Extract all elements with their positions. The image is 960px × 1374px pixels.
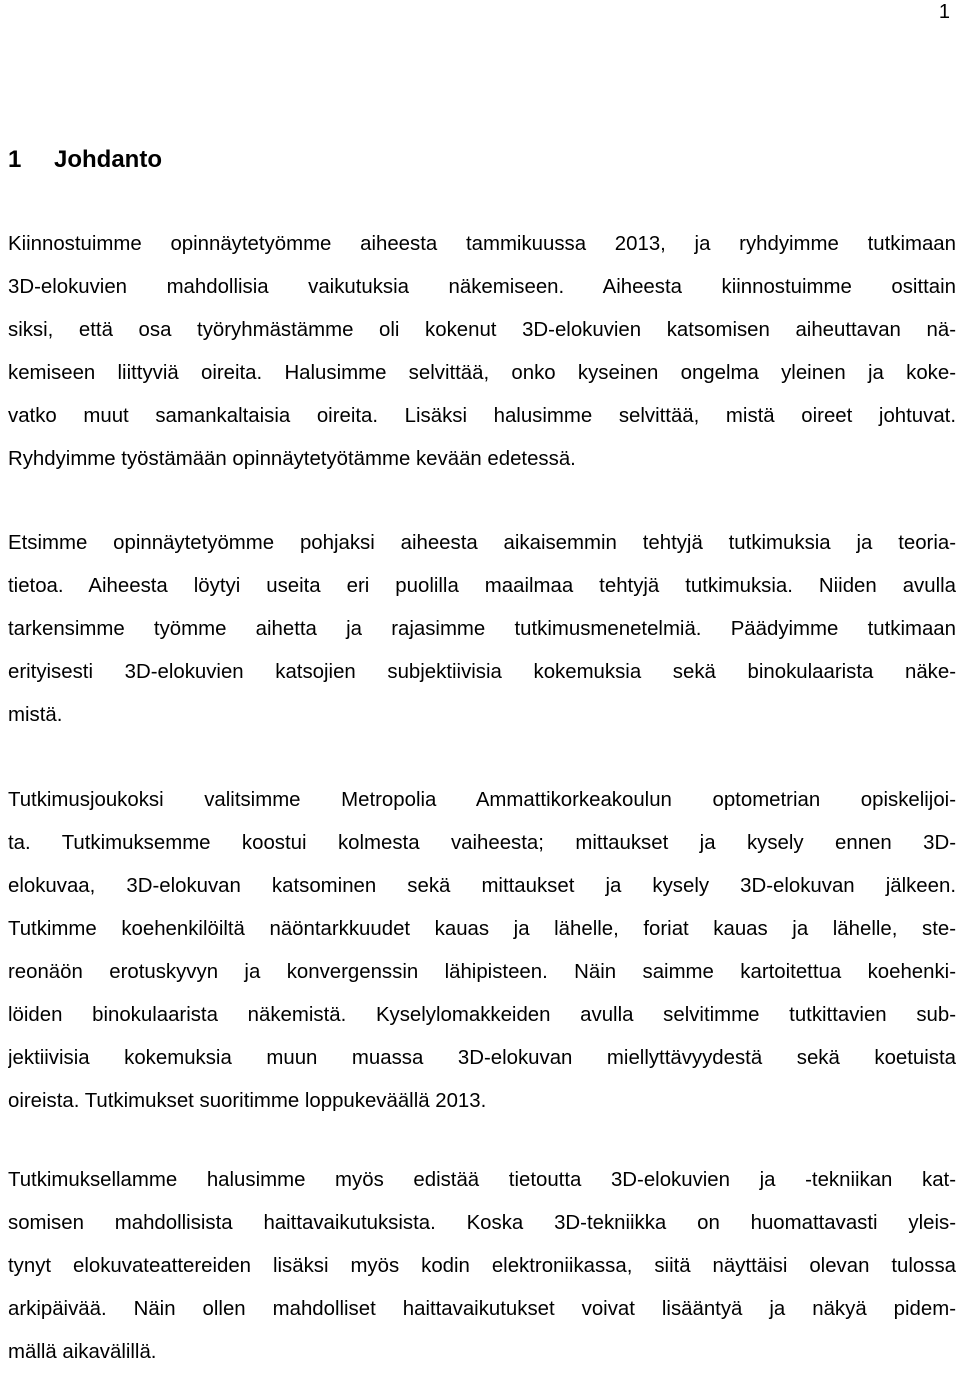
paragraph-line: somisen mahdollisista haittavaikutuksista. Koska 3D-tekniikka on huomattavasti yleis- [8,1212,956,1234]
paragraph-line: tarkensimme työmme aihetta ja rajasimme tutkimusmenetelmiä. Päädyimme tutkimaan [8,618,956,640]
paragraph-line: reonäön erotuskyvyn ja konvergenssin lähipisteen. Näin saimme kartoitettua koehenki- [8,961,956,983]
paragraph-4 [8,1159,956,1374]
paragraph-line: Kiinnostuimme opinnäytetyömme aiheesta tammikuussa 2013, ja ryhdyimme tutkimaan [8,233,956,255]
paragraph-line: ta. Tutkimuksemme koostui kolmesta vaiheesta; mittaukset ja kysely ennen 3D- [8,832,956,854]
paragraph-line: löiden binokulaarista näkemistä. Kyselylomakkeiden avulla selvitimme tutkittavien sub- [8,1004,956,1026]
paragraph-line: Etsimme opinnäytetyömme pohjaksi aiheesta aikaisemmin tehtyjä tutkimuksia ja teoria- [8,532,956,554]
page-number: 1 [938,1,950,23]
paragraph-line: Tutkimuksellamme halusimme myös edistää tietoutta 3D-elokuvien ja -tekniikan kat- [8,1169,956,1191]
paragraph-line: mistä. [8,704,63,726]
paragraph-line: oireista. Tutkimukset suoritimme loppukeväällä 2013. [8,1090,487,1112]
paragraph-1 [8,223,956,481]
paragraph-line: Tutkimusjoukoksi valitsimme Metropolia Ammattikorkeakoulun optometrian opiskelijoi- [8,789,956,811]
paragraph-line: jektiivisia kokemuksia muun muassa 3D-elokuvan miellyttävyydestä sekä koetuista [8,1047,956,1069]
chapter-number: 1 [8,146,22,173]
paragraph-line: vatko muut samankaltaisia oireita. Lisäksi halusimme selvittää, mistä oireet johtuvat. [8,405,956,427]
paragraph-line: elokuvaa, 3D-elokuvan katsominen sekä mittaukset ja kysely 3D-elokuvan jälkeen. [8,875,956,897]
chapter-title: Johdanto [54,146,162,173]
paragraph-line: erityisesti 3D-elokuvien katsojien subjektiivisia kokemuksia sekä binokulaarista näke- [8,661,956,683]
paragraph-line: tietoa. Aiheesta löytyi useita eri puolilla maailmaa tehtyjä tutkimuksia. Niiden avulla [8,575,956,597]
chapter-heading [8,145,162,175]
paragraph-line: siksi, että osa työryhmästämme oli kokenut 3D-elokuvien katsomisen aiheuttavan nä- [8,319,956,341]
paragraph-line: arkipäivää. Näin ollen mahdolliset haittavaikutukset voivat lisääntyä ja näkyä pidem- [8,1298,956,1320]
paragraph-3 [8,779,956,1123]
paragraph-2 [8,522,956,737]
paragraph-line: Tutkimme koehenkilöiltä näöntarkkuudet kauas ja lähelle, foriat kauas ja lähelle, ste- [8,918,956,940]
paragraph-line: Ryhdyimme työstämään opinnäytetyötämme kevään edetessä. [8,448,576,470]
paragraph-line: kemiseen liittyviä oireita. Halusimme selvittää, onko kyseinen ongelma yleinen ja koke- [8,362,956,384]
paragraph-line: tynyt elokuvateattereiden lisäksi myös kodin elektroniikassa, siitä näyttäisi olevan tulossa [8,1255,956,1277]
paragraph-line: 3D-elokuvien mahdollisia vaikutuksia näkemiseen. Aiheesta kiinnostuimme osittain [8,276,956,298]
paragraph-line: mällä aikavälillä. [8,1341,157,1363]
